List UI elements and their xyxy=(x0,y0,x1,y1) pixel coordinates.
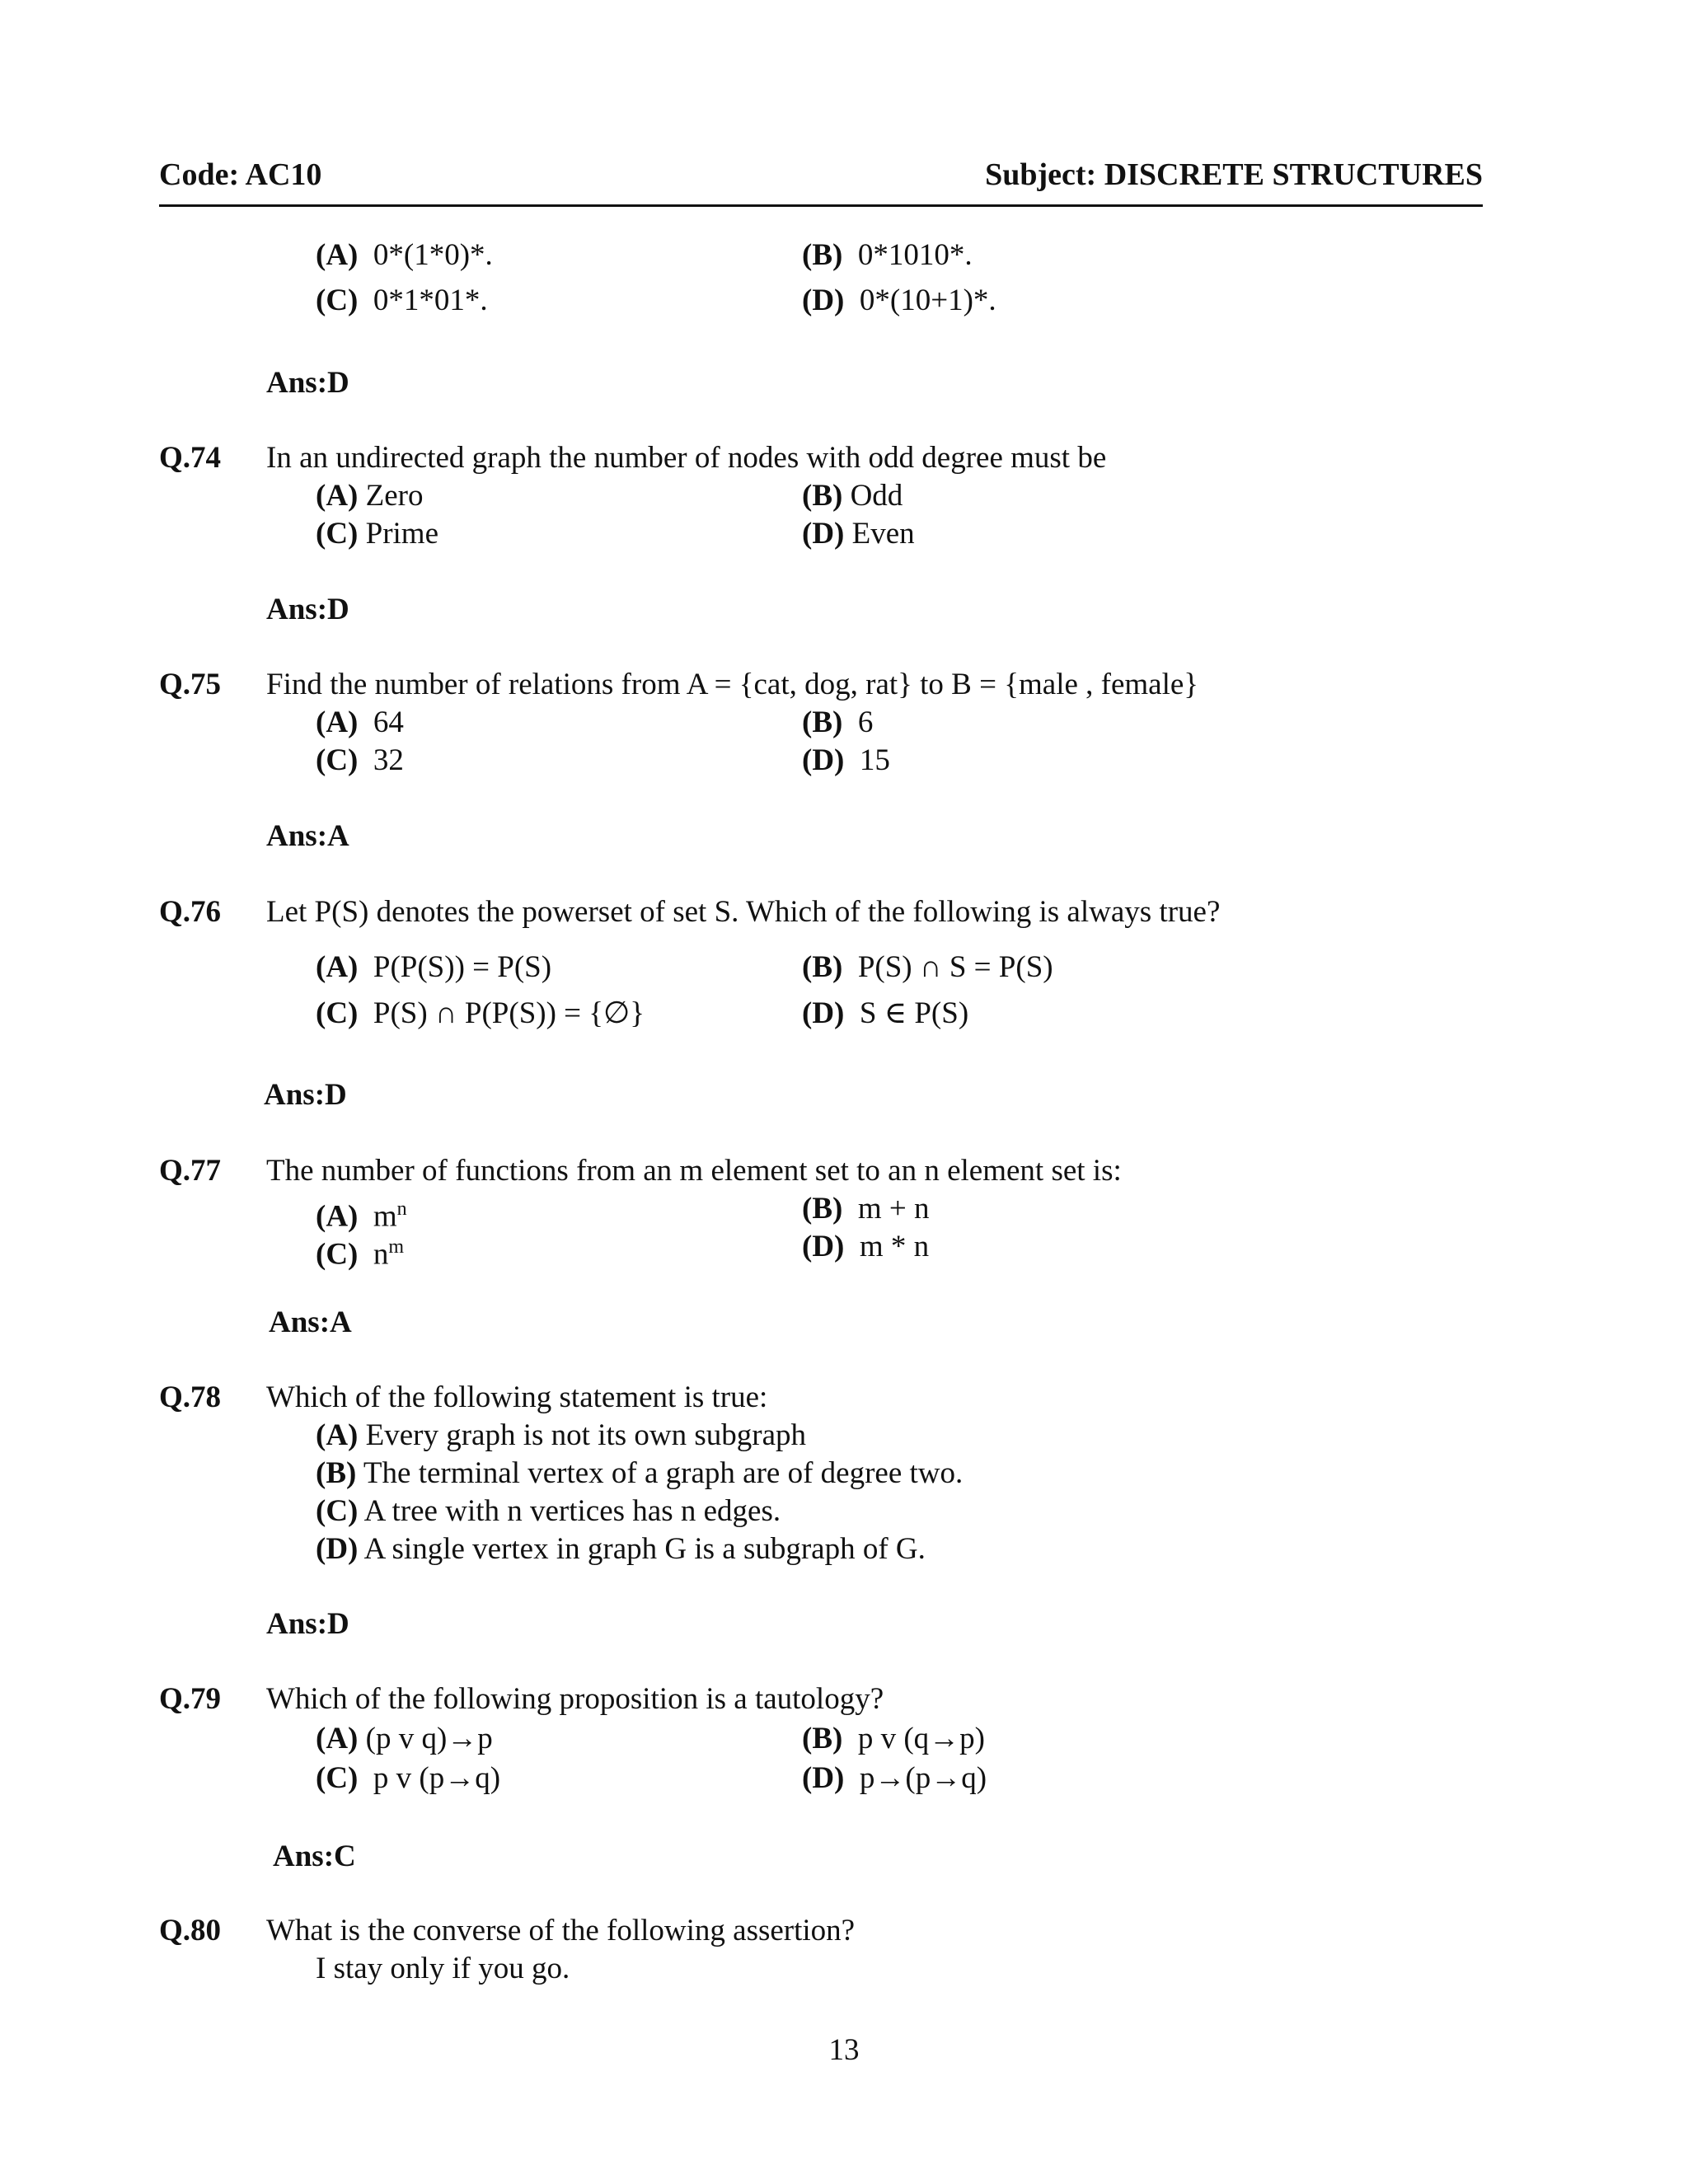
q78-stem: Which of the following statement is true: xyxy=(266,1380,768,1414)
option-label: (A) xyxy=(316,479,359,513)
option-label: (D) xyxy=(802,743,845,777)
option-label: (C) xyxy=(316,1237,359,1272)
option-text: S ∈ P(S) xyxy=(859,996,969,1030)
option-text: m + n xyxy=(857,1192,930,1226)
option-text: A single vertex in graph G is a subgraph of G. xyxy=(363,1532,926,1566)
q77-number: Q.77 xyxy=(159,1154,222,1188)
option-text: p v (p→q) xyxy=(373,1761,501,1795)
q73-option-a xyxy=(316,237,493,274)
option-text: 0*(1*0)*. xyxy=(373,238,493,272)
option-text: P(S) ∩ S = P(S) xyxy=(857,950,1053,984)
option-text: 32 xyxy=(373,743,404,777)
option-exponent: n xyxy=(396,1198,407,1220)
q76-option-d xyxy=(802,995,968,1033)
q77-stem: The number of functions from an m element set to an n element set is: xyxy=(266,1154,1122,1188)
option-label: (A) xyxy=(316,1199,359,1234)
q77-option-b xyxy=(802,1190,929,1228)
option-label: (D) xyxy=(802,517,845,551)
option-text: 0*1010*. xyxy=(857,238,973,272)
option-text: A tree with n vertices has n edges. xyxy=(363,1494,781,1528)
q76-option-c xyxy=(316,995,645,1033)
q78-option-b xyxy=(316,1455,963,1493)
q79-number: Q.79 xyxy=(159,1682,222,1716)
option-text: (p v q)→p xyxy=(365,1722,493,1755)
q73-answer: Ans:D xyxy=(266,366,349,400)
q73-option-d xyxy=(802,282,996,320)
q76-stem: Let P(S) denotes the powerset of set S. Which of the following is always true? xyxy=(266,895,1221,929)
q75-option-c xyxy=(316,742,404,780)
option-base: m xyxy=(373,1199,397,1234)
option-text: P(P(S)) = P(S) xyxy=(373,950,552,984)
option-text: Even xyxy=(851,517,915,551)
q80-number: Q.80 xyxy=(159,1914,222,1947)
q74-option-c xyxy=(316,515,438,553)
option-label: (D) xyxy=(802,1761,845,1795)
header-rule xyxy=(159,204,1483,207)
q80-assertion: I stay only if you go. xyxy=(316,1952,570,1985)
option-label: (D) xyxy=(802,284,845,317)
option-label: (B) xyxy=(802,238,843,272)
option-label: (C) xyxy=(316,517,359,551)
q79-option-a xyxy=(316,1720,493,1758)
q78-option-c xyxy=(316,1493,781,1530)
option-label: (C) xyxy=(316,996,359,1030)
q76-answer: Ans:D xyxy=(264,1078,347,1112)
q74-option-a xyxy=(316,477,423,515)
q78-option-a xyxy=(316,1417,806,1455)
option-text: m * n xyxy=(859,1230,930,1263)
option-label: (A) xyxy=(316,1722,359,1755)
option-text: 15 xyxy=(859,743,890,777)
option-label: (B) xyxy=(316,1456,357,1490)
q78-answer: Ans:D xyxy=(266,1607,349,1641)
option-text: 0*(10+1)*. xyxy=(859,284,996,317)
q74-answer: Ans:D xyxy=(266,593,349,626)
q75-option-b xyxy=(802,704,873,742)
option-label: (A) xyxy=(316,1418,359,1452)
q76-number: Q.76 xyxy=(159,895,222,929)
q74-option-d xyxy=(802,515,915,553)
option-text: The terminal vertex of a graph are of degree two. xyxy=(363,1456,964,1490)
option-base: n xyxy=(373,1237,389,1272)
q79-option-d xyxy=(802,1760,987,1797)
option-label: (C) xyxy=(316,1761,359,1795)
option-label: (C) xyxy=(316,743,359,777)
option-text: Odd xyxy=(850,479,903,513)
option-label: (A) xyxy=(316,950,359,984)
option-label: (B) xyxy=(802,479,843,513)
header-subject: Subject: DISCRETE STRUCTURES xyxy=(985,157,1483,192)
option-label: (B) xyxy=(802,1192,843,1226)
option-label: (B) xyxy=(802,705,843,739)
q76-option-b xyxy=(802,949,1053,987)
q74-stem: In an undirected graph the number of nodes with odd degree must be xyxy=(266,441,1107,475)
q75-option-d xyxy=(802,742,890,780)
q80-stem: What is the converse of the following assertion? xyxy=(266,1914,856,1947)
option-text: P(S) ∩ P(P(S)) = {∅} xyxy=(373,996,645,1030)
option-label: (A) xyxy=(316,238,359,272)
q76-option-a xyxy=(316,949,551,987)
q75-option-a xyxy=(316,704,404,742)
q73-option-c xyxy=(316,282,488,320)
option-exponent: m xyxy=(388,1236,405,1258)
q79-stem: Which of the following proposition is a tautology? xyxy=(266,1682,884,1716)
option-label: (D) xyxy=(802,996,845,1030)
header-code: Code: AC10 xyxy=(159,157,322,192)
option-text: 6 xyxy=(857,705,874,739)
q73-option-b xyxy=(802,237,973,274)
option-label: (A) xyxy=(316,705,359,739)
option-label: (C) xyxy=(316,284,359,317)
q75-answer: Ans:A xyxy=(266,819,349,853)
option-label: (B) xyxy=(802,1722,843,1755)
q78-option-d xyxy=(316,1530,926,1568)
q77-option-d xyxy=(802,1228,929,1266)
option-text: Zero xyxy=(365,479,424,513)
q77-option-c xyxy=(316,1228,404,1273)
option-label: (C) xyxy=(316,1494,359,1528)
q74-number: Q.74 xyxy=(159,441,222,475)
q79-option-b xyxy=(802,1720,985,1758)
q79-answer: Ans:C xyxy=(273,1840,356,1873)
q75-stem: Find the number of relations from A = {cat, dog, rat} to B = {male , female} xyxy=(266,668,1199,701)
option-label: (B) xyxy=(802,950,843,984)
q74-option-b xyxy=(802,477,903,515)
option-text: Prime xyxy=(365,517,439,551)
q78-number: Q.78 xyxy=(159,1380,222,1414)
q75-number: Q.75 xyxy=(159,668,222,701)
page-number: 13 xyxy=(828,2033,860,2067)
option-text: p v (q→p) xyxy=(857,1722,985,1755)
option-label: (D) xyxy=(316,1532,359,1566)
option-text: Every graph is not its own subgraph xyxy=(365,1418,806,1452)
option-text: 64 xyxy=(373,705,404,739)
q77-answer: Ans:A xyxy=(269,1305,352,1339)
option-text: 0*1*01*. xyxy=(373,284,488,317)
option-text: p→(p→q) xyxy=(859,1761,987,1795)
option-label: (D) xyxy=(802,1230,845,1263)
q79-option-c xyxy=(316,1760,500,1797)
